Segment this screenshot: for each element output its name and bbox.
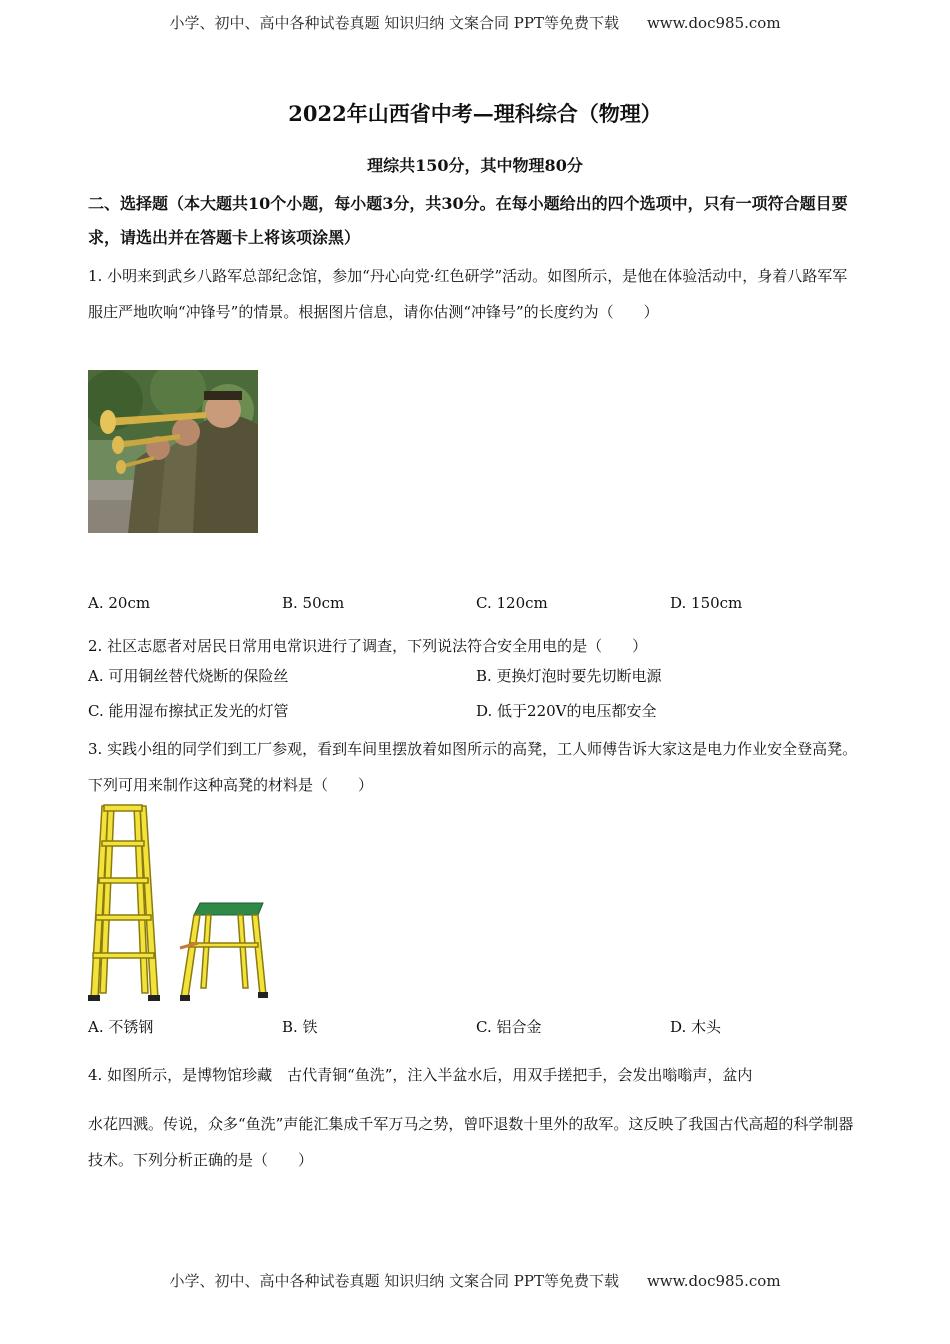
option-c[interactable]: C. 能用湿布擦拭正发光的灯管 [88,702,289,720]
page-subtitle: 理综共150分，其中物理80分 [367,156,583,175]
header-text: 小学、初中、高中各种试卷真题 知识归纳 文案合同 PPT等免费下载 [169,14,619,32]
option-c[interactable]: C. 铝合金 [476,1018,542,1036]
footer-site[interactable]: www.doc985.com [646,1272,781,1290]
option-b[interactable]: B. 50cm [282,594,345,612]
option-a[interactable]: A. 可用铜丝替代烧断的保险丝 [88,667,289,685]
option-d[interactable]: D. 木头 [670,1018,722,1036]
question-3-text: 3. 实践小组的同学们到工厂参观，看到车间里摆放着如图所示的高凳，工人师傅告诉大家这是电力作业安全登高凳。下列可用来制作这种高凳的材料是（ ） [88,740,858,794]
header-site[interactable]: www.doc985.com [646,14,781,32]
question-3-options [88,1016,858,1040]
option-b[interactable]: B. 铁 [282,1018,318,1036]
option-d[interactable]: D. 150cm [670,594,743,612]
option-a[interactable]: A. 不锈钢 [88,1018,154,1036]
option-c[interactable]: C. 120cm [476,594,548,612]
question-2-options-row-1 [88,665,858,689]
insulated-stools-image [88,803,268,1003]
option-a[interactable]: A. 20cm [88,594,151,612]
question-1-options [88,594,858,618]
question-2-options-row-2 [88,700,858,724]
question-4-line-2: 水花四溅。传说，众多“鱼洗”声能汇集成千军万马之势，曾吓退数十里外的敌军。这反映了我国古代高超的科学制器技术。下列分析正确的是（ ） [88,1115,854,1169]
bugle-photo-image [88,370,258,533]
page-footer [0,1270,950,1291]
question-4-line-1: 4. 如图所示，是博物馆珍藏 古代青铜“鱼洗”，注入半盆水后，用双手搓把手，会发出嗡嗡声，盆内 [88,1066,753,1084]
section-heading: 二、选择题（本大题共10个小题，每小题3分，共30分。在每小题给出的四个选项中，只有一项符合题目要求，请选出并在答题卡上将该项涂黑） [88,194,848,247]
question-2-text: 2. 社区志愿者对居民日常用电常识进行了调查，下列说法符合安全用电的是（ ） [88,637,648,655]
footer-text: 小学、初中、高中各种试卷真题 知识归纳 文案合同 PPT等免费下载 [169,1272,619,1290]
question-1-text: 1. 小明来到武乡八路军总部纪念馆，参加“丹心向党·红色研学”活动。如图所示，是他在体验活动中，身着八路军军服庄严地吹响“冲锋号”的情景。根据图片信息，请你估测“冲锋号”的长度约为（ ） [88,267,848,321]
option-d[interactable]: D. 低于220V的电压都安全 [476,702,657,720]
option-b[interactable]: B. 更换灯泡时要先切断电源 [476,667,662,685]
page-header [0,12,950,33]
page-title: 2022年山西省中考—理科综合（物理） [288,101,662,126]
